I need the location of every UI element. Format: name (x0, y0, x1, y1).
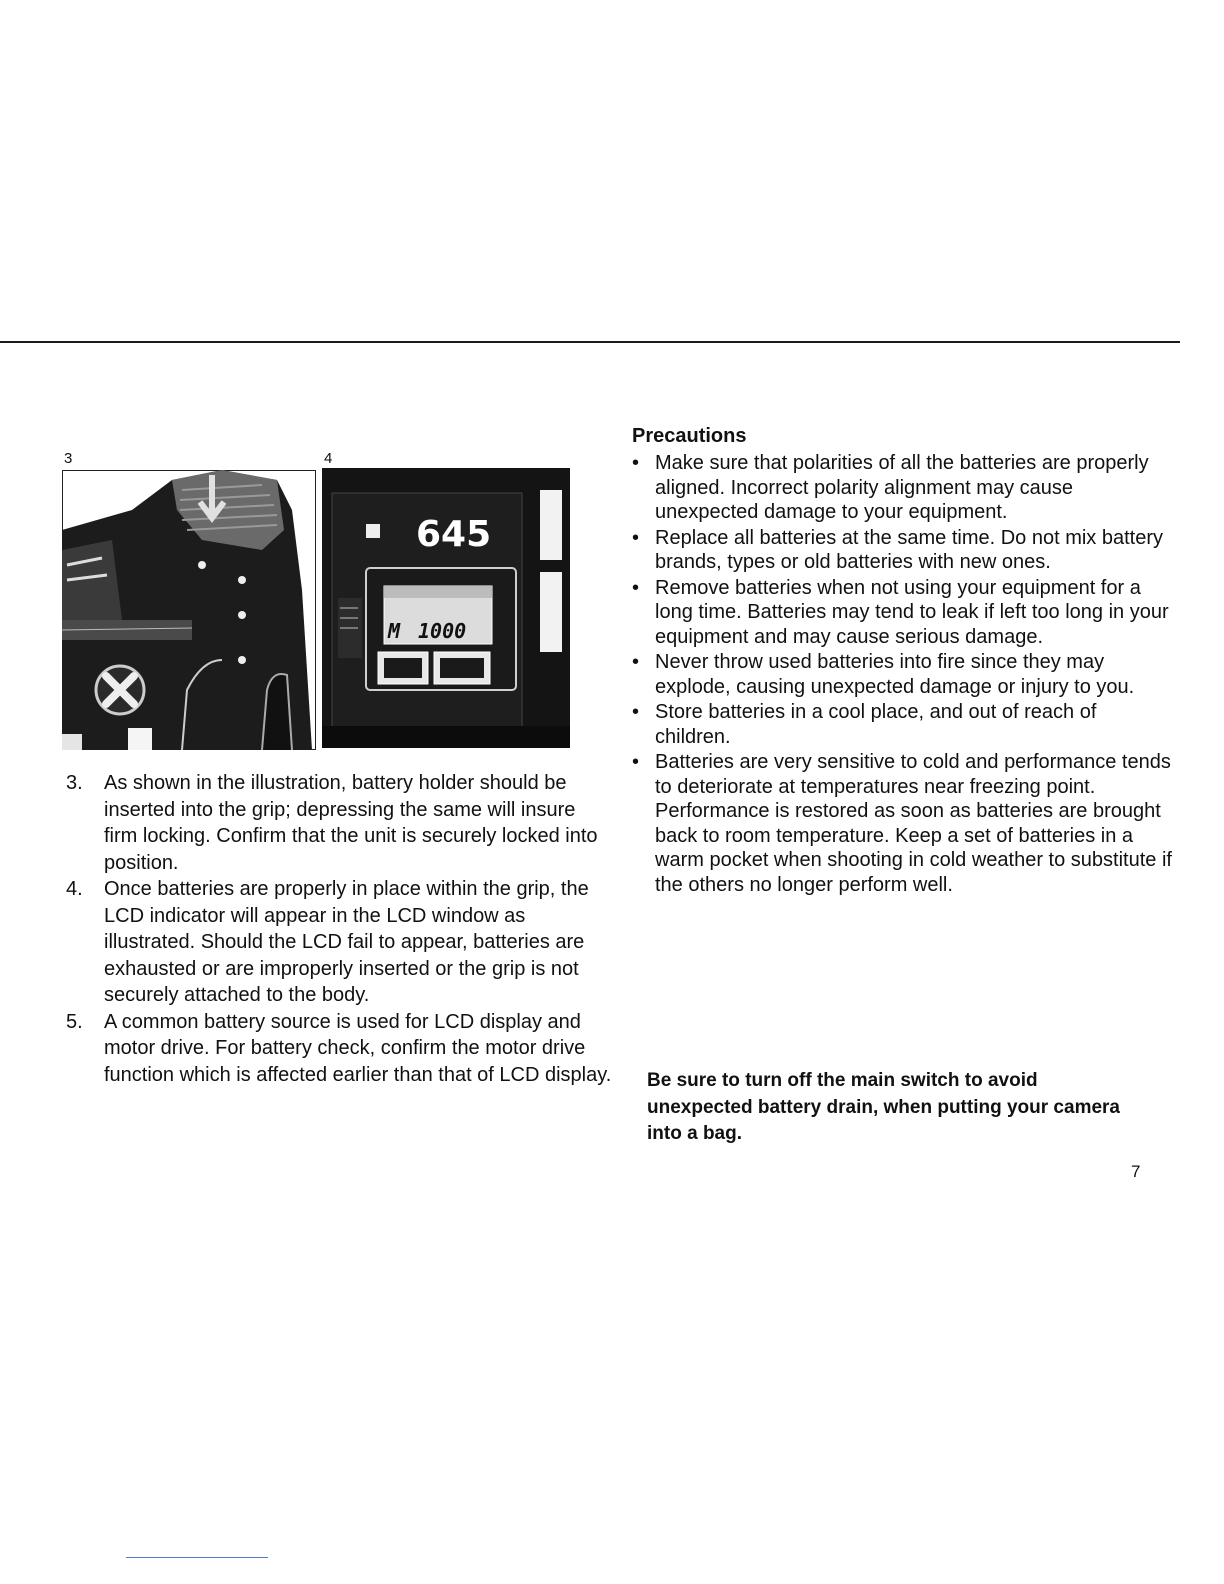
lcd-model-text: 645 (416, 514, 492, 555)
bullet-icon: • (632, 452, 640, 474)
step-item (64, 876, 614, 1009)
bottom-rule (126, 1557, 268, 1558)
top-rule (0, 341, 1180, 343)
precaution-item (632, 700, 1172, 749)
precaution-text: Never throw used batteries into fire since they may explode, causing unexpected damage or injury to you. (655, 651, 1135, 698)
precaution-text: Make sure that polarities of all the batteries are properly aligned. Incorrect polarity alignment may cause unexpected damage to your equipment. (655, 452, 1149, 523)
step-number: 3. (66, 772, 83, 794)
step-item (64, 770, 614, 876)
step-text: A common battery source is used for LCD display and motor drive. For battery check, confirm the motor drive function which is affected earlier than that of LCD display. (104, 1010, 612, 1086)
lcd-illustration (322, 468, 570, 748)
precaution-item (632, 526, 1172, 575)
lcd-mode-text: M (388, 619, 401, 643)
step-number: 5. (66, 1010, 83, 1033)
precaution-item (632, 576, 1172, 650)
precaution-item (632, 451, 1172, 525)
bullet-icon: • (632, 526, 640, 549)
figure-3-label: 3 (64, 450, 73, 467)
figure-4-label: 4 (324, 450, 333, 467)
figure-4-lcd-photo (322, 468, 570, 748)
precaution-text: Replace all batteries at the same time. Do not mix battery brands, types or old batteries with new ones. (655, 526, 1164, 573)
precaution-text: Remove batteries when not using your equipment for a long time. Batteries may tend to leak if left too long in your equipment and may cause serious damage. (655, 576, 1169, 648)
bullet-icon: • (632, 751, 640, 773)
bullet-icon: • (632, 576, 640, 599)
precaution-item (632, 750, 1172, 897)
warning-note: Be sure to turn off the main switch to avoid unexpected battery drain, when putting your camera into a bag. (647, 1070, 1120, 1144)
page-number: 7 (1131, 1162, 1141, 1181)
precautions-section (632, 423, 1172, 898)
step-text: As shown in the illustration, battery holder should be inserted into the grip; depressing the same will insure firm locking. Confirm that the unit is securely locked into position. (104, 772, 598, 874)
step-item (64, 1009, 614, 1089)
lcd-speed-text: 1000 (418, 619, 467, 643)
step-text: Once batteries are properly in place within the grip, the LCD indicator will appear in the LCD window as illustrated. Should the LCD fail to appear, batteries are exhausted or are improperly inserted or the grip is not securely attached to the body. (104, 878, 589, 1006)
precaution-text: Store batteries in a cool place, and out of reach of children. (655, 701, 1097, 748)
figure-3-battery-grip-photo (62, 470, 316, 750)
precautions-title: Precautions (632, 425, 747, 447)
step-number: 4. (66, 878, 83, 900)
precaution-item (632, 650, 1172, 699)
precaution-text: Batteries are very sensitive to cold and performance tends to deteriorate at temperatures near freezing point. Performance is restored as soon as batteries are brought back to room temperature. Keep a set of batteries in a warm pocket when shooting in cold weather to substitute if the others no longer perform well. (655, 751, 1172, 896)
precautions-list (632, 451, 1172, 897)
steps-list (64, 770, 614, 1088)
battery-grip-illustration (62, 470, 316, 750)
bullet-icon: • (632, 701, 640, 723)
bullet-icon: • (632, 651, 640, 673)
